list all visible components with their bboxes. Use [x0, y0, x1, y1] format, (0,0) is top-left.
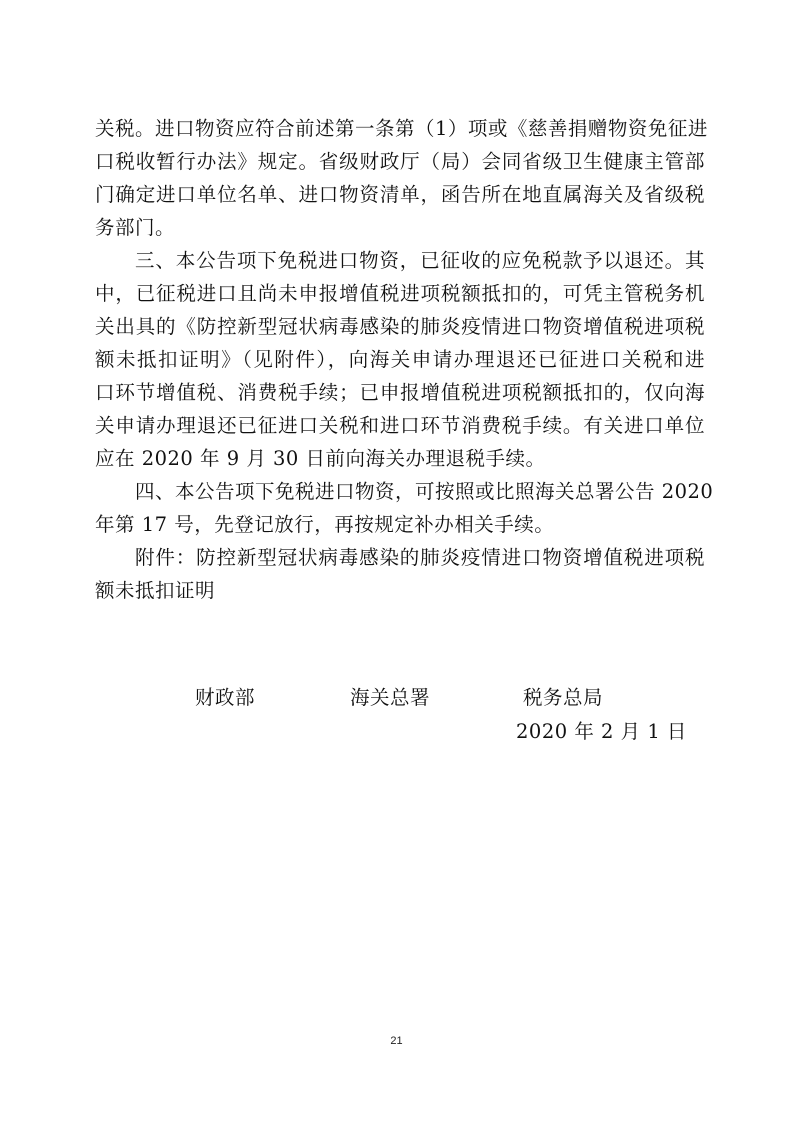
signatory-customs: 海关总署 [350, 686, 431, 709]
paragraph-line: 务部门。 [95, 216, 176, 239]
paragraph-line: 关申请办理退还已征进口关税和进口环节消费税手续。有关进口单位 [95, 414, 705, 437]
paragraph-line: 三、本公告项下免税进口物资，已征收的应免税款予以退还。其 [135, 249, 705, 272]
paragraph-line: 额未抵扣证明》（见附件），向海关申请办理退还已征进口关税和进 [95, 348, 705, 371]
signatory-ministry-of-finance: 财政部 [195, 686, 256, 709]
paragraph-line: 关税。进口物资应符合前述第一条第（1）项或《慈善捐赠物资免征进 [95, 117, 708, 140]
attachment-line: 额未抵扣证明 [95, 579, 216, 602]
paragraph-line: 门确定进口单位名单、进口物资清单，函告所在地直属海关及省级税 [95, 183, 705, 206]
page-number: 21 [390, 1035, 403, 1047]
signatory-tax-bureau: 税务总局 [523, 686, 604, 709]
attachment-line: 附件：防控新型冠状病毒感染的肺炎疫情进口物资增值税进项税 [135, 546, 705, 569]
body-text [95, 112, 714, 607]
paragraph-line: 中，已征税进口且尚未申报增值税进项税额抵扣的，可凭主管税务机 [95, 282, 705, 305]
issue-date: 2020 年 2 月 1 日 [516, 720, 687, 743]
paragraph-line: 年第 17 号，先登记放行，再按规定补办相关手续。 [95, 513, 555, 536]
paragraph-line: 口税收暂行办法》规定。省级财政厅（局）会同省级卫生健康主管部 [95, 150, 705, 173]
signatories [0, 684, 793, 712]
paragraph-line: 应在 2020 年 9 月 30 日前向海关办理退税手续。 [95, 447, 546, 470]
paragraph-line: 口环节增值税、消费税手续；已申报增值税进项税额抵扣的，仅向海 [95, 381, 705, 404]
paragraph-line: 四、本公告项下免税进口物资，可按照或比照海关总署公告 2020 [135, 480, 714, 503]
paragraph-line: 关出具的《防控新型冠状病毒感染的肺炎疫情进口物资增值税进项税 [95, 315, 705, 338]
